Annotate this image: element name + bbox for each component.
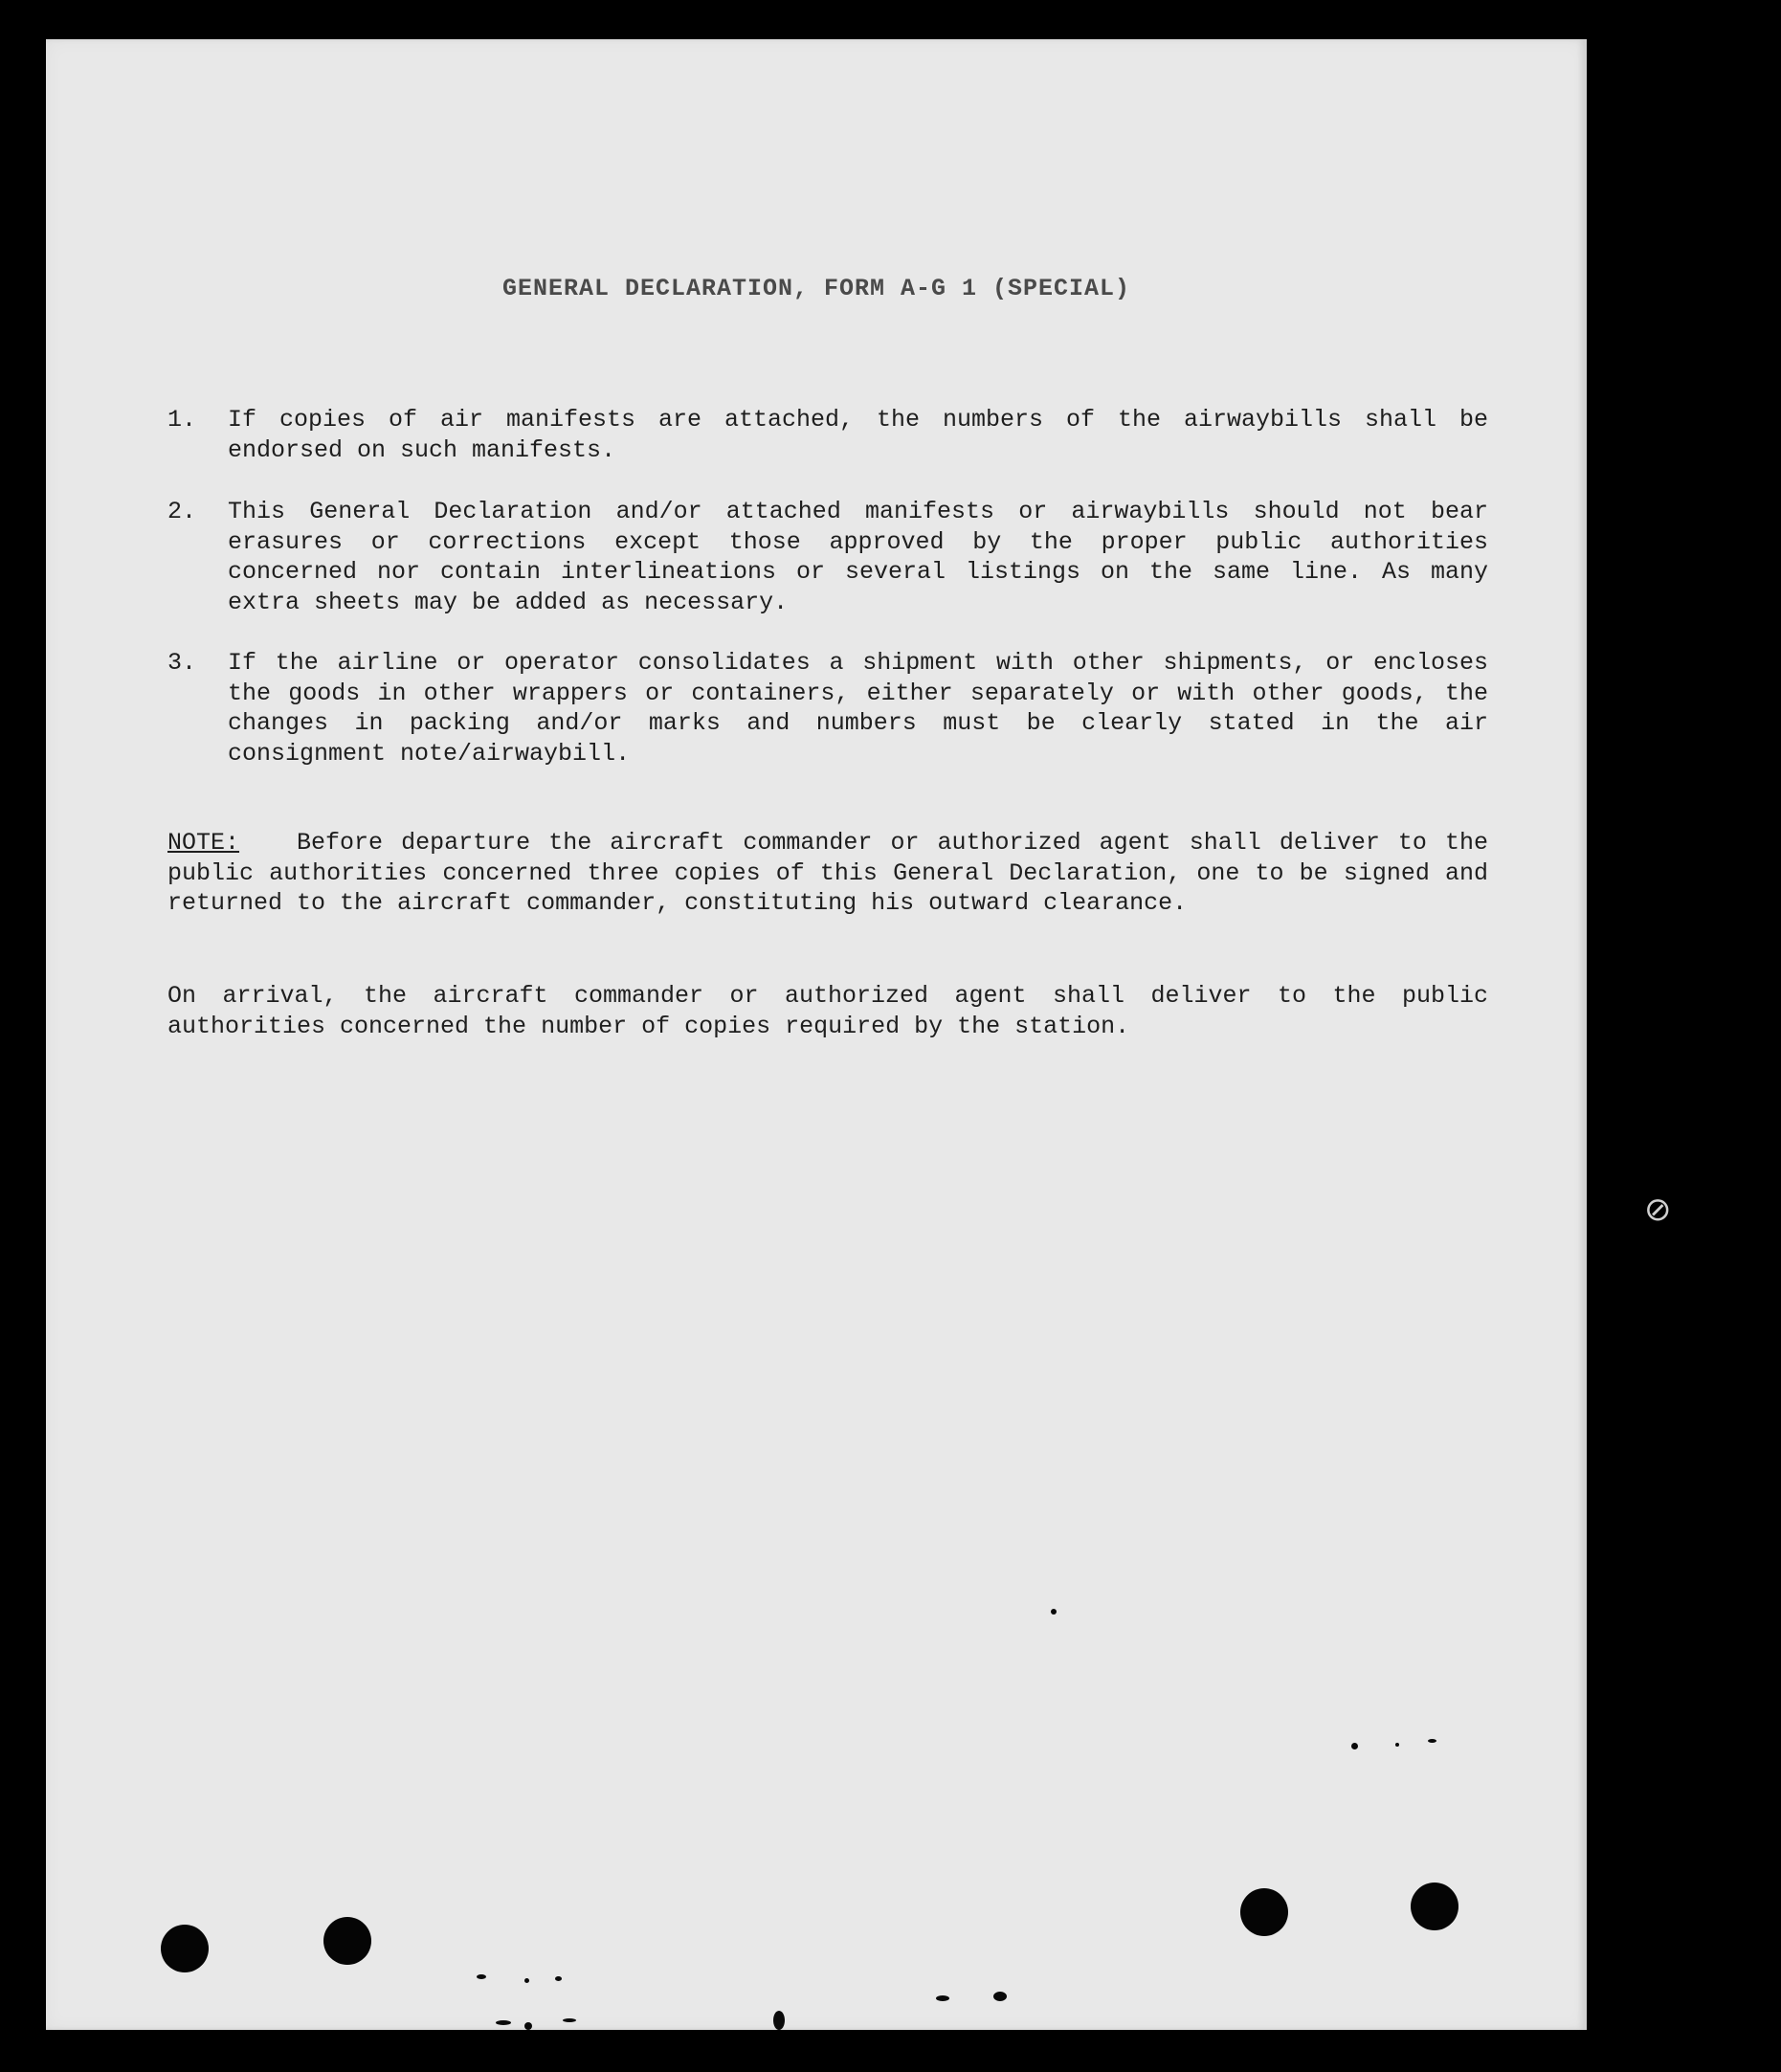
punch-hole xyxy=(161,1925,209,1972)
item-number: 2. xyxy=(167,498,197,525)
scan-speck xyxy=(524,1978,529,1983)
instruction-item xyxy=(167,497,1488,617)
item-text: This General Declaration and/or attached manifests or airwaybills should not bear erasures or corrections except those approved by the proper public authorities concerned nor contain interlineations or several listings on the same line. As many extra sheets may be added as necessary. xyxy=(228,498,1488,616)
document-sheet xyxy=(46,39,1587,2030)
instruction-item xyxy=(167,648,1488,769)
edge-artifact-icon: ⊘ xyxy=(1644,1191,1672,1229)
arrival-paragraph: On arrival, the aircraft commander or authorized agent shall deliver to the public authorities concerned the number of copies required by the station. xyxy=(167,982,1488,1040)
scan-speck xyxy=(477,1974,486,1979)
scan-speck xyxy=(496,2020,511,2025)
scan-speck xyxy=(773,2011,785,2030)
scan-speck xyxy=(936,1995,949,2001)
note-text: Before departure the aircraft commander or authorized agent shall deliver to the public authorities concerned three copies of this General Declaration, one to be signed and returned to the aircraft commander, constituting his outward clearance. xyxy=(167,829,1488,917)
punch-hole xyxy=(1240,1888,1288,1936)
scan-speck xyxy=(1395,1743,1399,1747)
scan-speck xyxy=(1051,1609,1057,1615)
punch-hole xyxy=(323,1917,371,1965)
scan-speck xyxy=(563,2018,576,2022)
scan-speck xyxy=(555,1976,562,1981)
item-number: 1. xyxy=(167,406,197,434)
document-title: GENERAL DECLARATION, FORM A-G 1 (SPECIAL) xyxy=(501,275,1131,302)
item-number: 3. xyxy=(167,649,197,677)
scan-speck xyxy=(1428,1739,1436,1743)
note-label: NOTE: xyxy=(167,829,240,857)
scan-speck xyxy=(524,2022,532,2030)
instruction-item xyxy=(167,405,1488,465)
note-paragraph xyxy=(167,828,1488,919)
item-text: If the airline or operator consolidates a shipment with other shipments, or encloses the goods in other wrappers or containers, either separately or with other goods, the changes in packing and/or marks and numbers must be clearly stated in the air consignment note/airwaybill. xyxy=(228,649,1488,768)
item-text: If copies of air manifests are attached, the numbers of the airwaybills shall be endorsed on such manifests. xyxy=(228,406,1488,464)
scan-speck xyxy=(993,1992,1007,2001)
scan-speck xyxy=(1351,1743,1358,1749)
punch-hole xyxy=(1411,1883,1458,1930)
